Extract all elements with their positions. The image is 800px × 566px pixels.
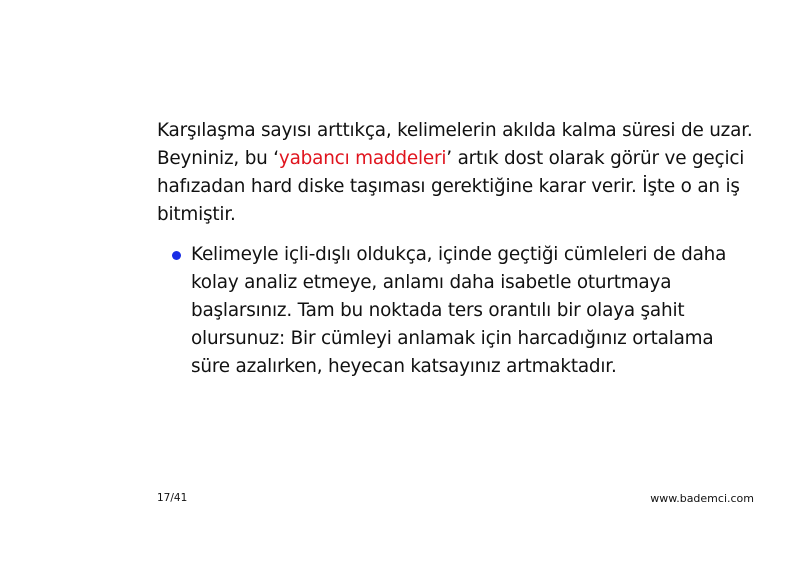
paragraph-text-start: Karşılaşma sayısı arttıkça, kelimelerin akılda kalma süresi de uzar. Beyniniz, bu ‘	[157, 120, 753, 169]
website-link[interactable]: www.bademci.com	[650, 492, 754, 505]
paragraph-text-end: ’ artık dost olarak görür ve geçici hafızadan hard diske taşıması gerektiğine karar verir. İşte o an iş bitmiştir.	[157, 148, 745, 225]
bullet-dot-icon	[172, 251, 181, 260]
page-number: 17/41	[157, 492, 188, 504]
highlighted-phrase: yabancı maddeleri	[278, 148, 447, 169]
bullet-text: Kelimeyle içli-dışlı oldukça, içinde geçtiği cümleleri de daha kolay analiz etmeye, anlamı daha isabetle oturtmaya başlarsınız. Tam bu noktada ters orantılı bir olaya şahit olursunuz: Bir cümleyi anlamak için harcadığınız ortalama süre azalırken, heyecan katsayınız artmaktadır.	[191, 244, 727, 377]
bullet-list-item	[172, 241, 752, 381]
main-paragraph	[157, 117, 767, 229]
